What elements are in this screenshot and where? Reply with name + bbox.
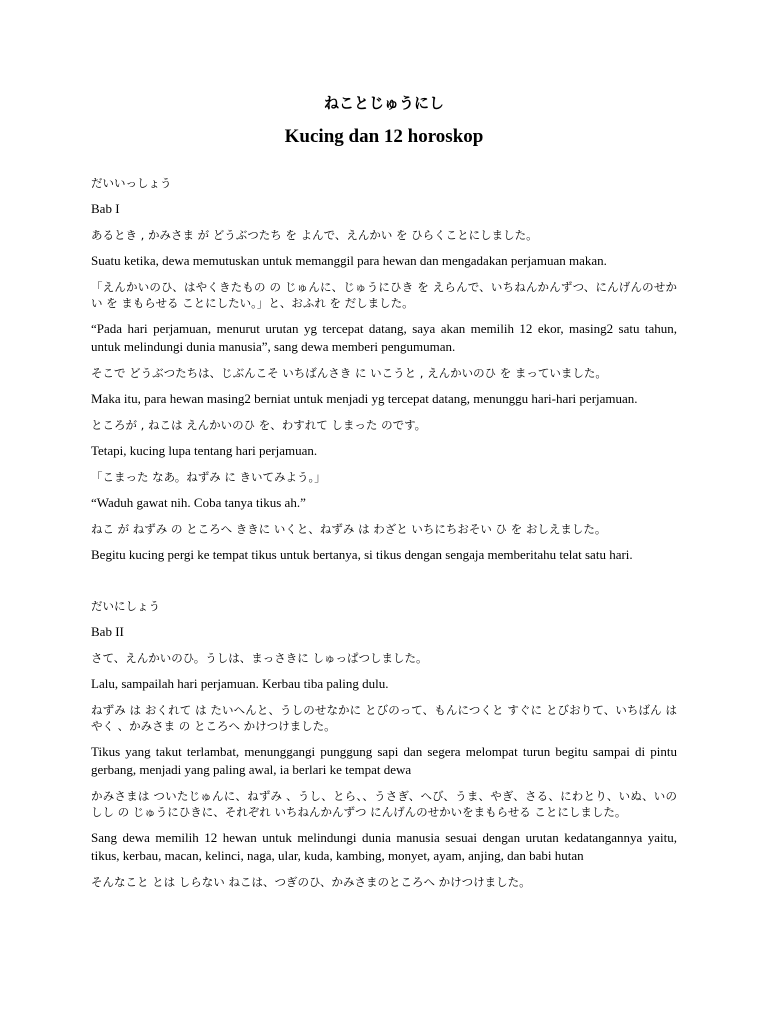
paragraph-jp: ねこ が ねずみ の ところへ ききに いくと、ねずみ は わざと いちにちおそい ひ を おしえました。 bbox=[91, 522, 607, 536]
paragraph-jp: そんなこと とは しらない ねこは、つぎのひ、かみさまのところへ かけつけました。 bbox=[91, 875, 531, 889]
paragraph-jp: ねずみ は おくれて は たいへんと、うしのせなかに とびのって、もんにつくと すぐに とびおりて、いちばん はやく 、かみさま の ところへ かけつけました。 bbox=[91, 703, 677, 733]
paragraph-id: Lalu, sampailah hari perjamuan. Kerbau tiba paling dulu. bbox=[91, 676, 389, 691]
paragraph-jp: ところが , ねこは えんかいのひ を、わすれて しまった のです。 bbox=[91, 418, 427, 432]
chapter-1-heading-id: Bab I bbox=[91, 201, 120, 216]
chapter-2 bbox=[91, 598, 677, 890]
paragraph-id: Tikus yang takut terlambat, menunggangi punggung sapi dan segera melompat turun begitu sampai di pintu gerbang, menjadi yang paling awal, ia berlari ke tempat dewa bbox=[91, 744, 677, 777]
paragraph-id: Begitu kucing pergi ke tempat tikus untuk bertanya, si tikus dengan sengaja memberitahu telat satu hari. bbox=[91, 547, 633, 562]
paragraph-id: “Waduh gawat nih. Coba tanya tikus ah.” bbox=[91, 495, 306, 510]
paragraph-jp: そこで どうぶつたちは、じぶんこそ いちばんさき に いこうと , えんかいのひ を まっていました。 bbox=[91, 366, 607, 380]
document-page bbox=[91, 92, 677, 899]
chapter-1 bbox=[91, 175, 677, 564]
paragraph-id: “Pada hari perjamuan, menurut urutan yg tercepat datang, saya akan memilih 12 ekor, masing2 satu tahun, untuk melindungi dunia manusia”, sang dewa memberi pengumuman. bbox=[91, 321, 677, 354]
paragraph-jp: 「えんかいのひ、はやくきたもの の じゅんに、じゅうにひき を えらんで、いちねんかんずつ、にんげんのせかい を まもらせる ことにしたい。」と、おふれ を だしました。 bbox=[91, 280, 677, 310]
paragraph-id: Tetapi, kucing lupa tentang hari perjamuan. bbox=[91, 443, 318, 458]
title-indonesian: Kucing dan 12 horoskop bbox=[284, 126, 484, 147]
paragraph-id: Maka itu, para hewan masing2 berniat untuk menjadi yg tercepat datang, menunggu hari-hari perjamuan. bbox=[91, 391, 638, 406]
paragraph-jp: さて、えんかいのひ。うしは、まっさきに しゅっぱつしました。 bbox=[91, 651, 428, 665]
title-japanese: ねことじゅうにし bbox=[323, 94, 444, 112]
paragraph-id: Sang dewa memilih 12 hewan untuk melindungi dunia manusia sesuai dengan urutan kedatangannya yaitu, tikus, kerbau, macan, kelinci, naga, ular, kuda, kambing, monyet, ayam, anjing, dan babi hutan bbox=[91, 830, 677, 863]
paragraph-jp: かみさまは ついたじゅんに、ねずみ 、うし、とら、、うさぎ、へび、うま、やぎ、さる、にわとり、いぬ、いのしし の じゅうにひきに、それぞれ いちねんかんずつ にんげんのせかいをまもらせる ことにしました。 bbox=[91, 789, 677, 819]
chapter-2-heading-id: Bab II bbox=[91, 624, 124, 639]
chapter-2-heading-jp: だいにしょう bbox=[91, 599, 160, 613]
chapter-1-heading-jp: だいいっしょう bbox=[91, 176, 172, 190]
paragraph-jp: あるとき , かみさま が どうぶつたち を よんで、えんかい を ひらくことにしました。 bbox=[91, 228, 538, 242]
paragraph-jp: 「こまった なあ。ねずみ に きいてみよう。」 bbox=[91, 470, 326, 484]
paragraph-id: Suatu ketika, dewa memutuskan untuk memanggil para hewan dan mengadakan perjamuan makan. bbox=[91, 253, 607, 268]
